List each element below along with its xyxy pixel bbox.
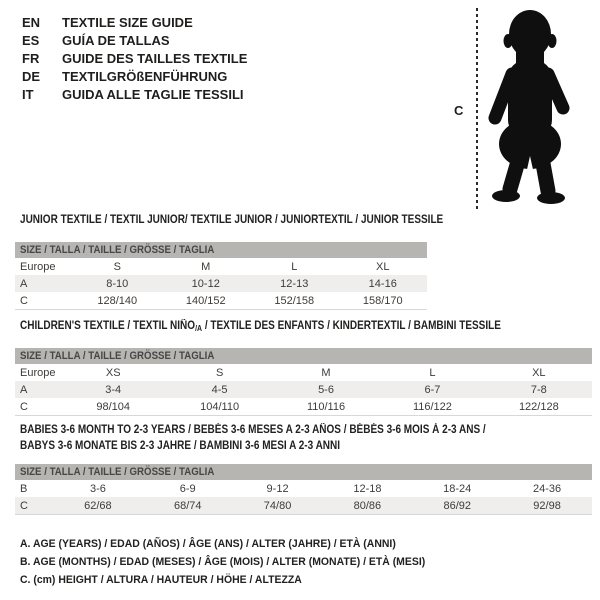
baby-silhouette-icon	[483, 5, 595, 210]
table-row-age	[15, 275, 427, 292]
row-label: A	[20, 383, 28, 396]
row-label: A	[20, 277, 28, 290]
table-cell: 5-6	[318, 383, 334, 396]
language-label: TEXTILE SIZE GUIDE	[62, 14, 193, 30]
children-table-title	[20, 320, 573, 333]
table-cell: 158/170	[362, 294, 403, 307]
table-cell: 9-12	[266, 482, 289, 495]
language-row-de	[22, 67, 247, 85]
height-measure-dashed-line	[476, 8, 478, 210]
language-list	[22, 13, 247, 103]
size-header-text: SIZE / TALLA / TAILLE / GRÖSSE / TAGLIA	[20, 466, 215, 478]
table-cell: XL	[376, 260, 390, 273]
language-label: GUIDA ALLE TAGLIE TESSILI	[62, 86, 244, 102]
language-label: GUIDE DES TAILLES TEXTILE	[62, 50, 248, 66]
table-cell: XS	[105, 366, 121, 379]
row-label: Europe	[20, 260, 56, 273]
table-row-europe	[15, 258, 427, 275]
table-cell: 4-5	[211, 383, 228, 396]
language-code: IT	[22, 86, 34, 102]
language-row-it	[22, 85, 247, 103]
note-c-text: C. (cm) HEIGHT / ALTURA / HAUTEUR / HÖHE / ALTEZZA	[20, 574, 302, 586]
table-cell: M	[201, 260, 211, 273]
table-cell: 104/110	[200, 400, 240, 413]
title-post: / TEXTILE DES ENFANTS / KINDERTEXTIL / BAMBINI TESSILE	[202, 320, 501, 332]
babies-table-title	[20, 424, 555, 456]
table-cell: L	[429, 366, 436, 379]
table-cell: L	[291, 260, 298, 273]
table-cell: 3-6	[89, 482, 106, 495]
baby-figure	[450, 5, 600, 215]
measure-label-c: C	[454, 103, 464, 118]
table-cell: 152/158	[274, 294, 315, 307]
table-cell: 12-13	[280, 277, 309, 290]
table-cell: 74/80	[263, 499, 292, 512]
table-cell: 86/92	[443, 499, 471, 512]
children-table-title-text	[20, 320, 501, 333]
row-label: C	[20, 400, 28, 413]
table-row-age	[15, 381, 592, 398]
table-cell: 92/98	[533, 499, 561, 512]
table-cell: 128/140	[97, 294, 138, 307]
row-label: Europe	[20, 366, 56, 379]
table-row-height	[15, 497, 592, 514]
language-row-en	[22, 13, 247, 31]
title-pre: CHILDREN'S TEXTILE / TEXTIL NIÑO	[20, 320, 196, 332]
table-cell: 110/116	[306, 400, 346, 413]
size-table-children	[15, 348, 592, 416]
row-label: C	[20, 499, 28, 512]
language-code: FR	[22, 50, 40, 66]
language-code: EN	[22, 14, 41, 30]
size-header-text: SIZE / TALLA / TAILLE / GRÖSSE / TAGLIA	[20, 244, 215, 256]
junior-table-title	[20, 214, 506, 226]
size-table-babies	[15, 464, 592, 515]
table-cell: 18-24	[443, 482, 472, 495]
table-cell: 10-12	[191, 277, 220, 290]
size-header-bar	[15, 242, 427, 258]
size-header-bar	[15, 464, 592, 480]
table-cell: 12-18	[353, 482, 382, 495]
size-header-bar	[15, 348, 592, 364]
note-a-text: A. AGE (YEARS) / EDAD (AÑOS) / ÂGE (ANS) / ALTER (JAHRE) / ETÀ (ANNI)	[20, 538, 396, 550]
table-cell: 80/86	[353, 499, 382, 512]
row-label: C	[20, 294, 28, 307]
note-c	[20, 574, 447, 592]
language-code: ES	[22, 32, 40, 48]
table-row-europe	[15, 364, 592, 381]
table-cell: 62/68	[84, 499, 112, 512]
row-label: B	[20, 482, 28, 495]
table-cell: 7-8	[530, 383, 547, 396]
note-b	[20, 556, 447, 574]
table-cell: 68/74	[173, 499, 202, 512]
table-row-height	[15, 398, 592, 415]
table-cell: 116/122	[412, 400, 452, 413]
table-cell: 140/152	[185, 294, 226, 307]
table-cell: 98/104	[96, 400, 131, 413]
table-cell: 14-16	[368, 277, 397, 290]
language-row-es	[22, 31, 247, 49]
title-subscript: /A	[195, 324, 203, 333]
junior-table-title-text: JUNIOR TEXTILE / TEXTIL JUNIOR/ TEXTILE JUNIOR / JUNIORTEXTIL / JUNIOR TESSILE	[20, 214, 444, 226]
table-cell: 122/128	[518, 400, 559, 413]
table-row-months	[15, 480, 592, 497]
table-cell: S	[113, 260, 121, 273]
table-cell: XL	[532, 366, 546, 379]
table-cell: M	[321, 366, 331, 379]
table-cell: 24-36	[532, 482, 562, 495]
language-row-fr	[22, 49, 247, 67]
note-b-text: B. AGE (MONTHS) / EDAD (MESES) / ÂGE (MOIS) / ALTER (MONATE) / ETÀ (MESI)	[20, 556, 426, 568]
table-cell: 8-10	[106, 277, 129, 290]
babies-title-line2: BABYS 3-6 MONATE BIS 2-3 JAHRE / BAMBINI 3-6 MESI A 2-3 ANNI	[20, 440, 341, 452]
size-table-junior	[15, 242, 427, 310]
table-cell: S	[215, 366, 224, 379]
legend-notes	[20, 538, 447, 592]
table-cell: 6-9	[179, 482, 196, 495]
language-label: GUÍA DE TALLAS	[62, 32, 170, 48]
size-header-text: SIZE / TALLA / TAILLE / GRÖSSE / TAGLIA	[20, 350, 215, 362]
babies-title-line1: BABIES 3-6 MONTH TO 2-3 YEARS / BEBÉS 3-6 MESES A 2-3 AÑOS / BÉBÉS 3-6 MOIS À 2-3 ANS /	[20, 424, 486, 436]
language-code: DE	[22, 68, 41, 84]
table-cell: 3-4	[105, 383, 122, 396]
language-label: TEXTILGRÖßENFÜHRUNG	[62, 68, 228, 84]
table-cell: 6-7	[424, 383, 441, 396]
note-a	[20, 538, 447, 556]
table-row-height	[15, 292, 427, 309]
